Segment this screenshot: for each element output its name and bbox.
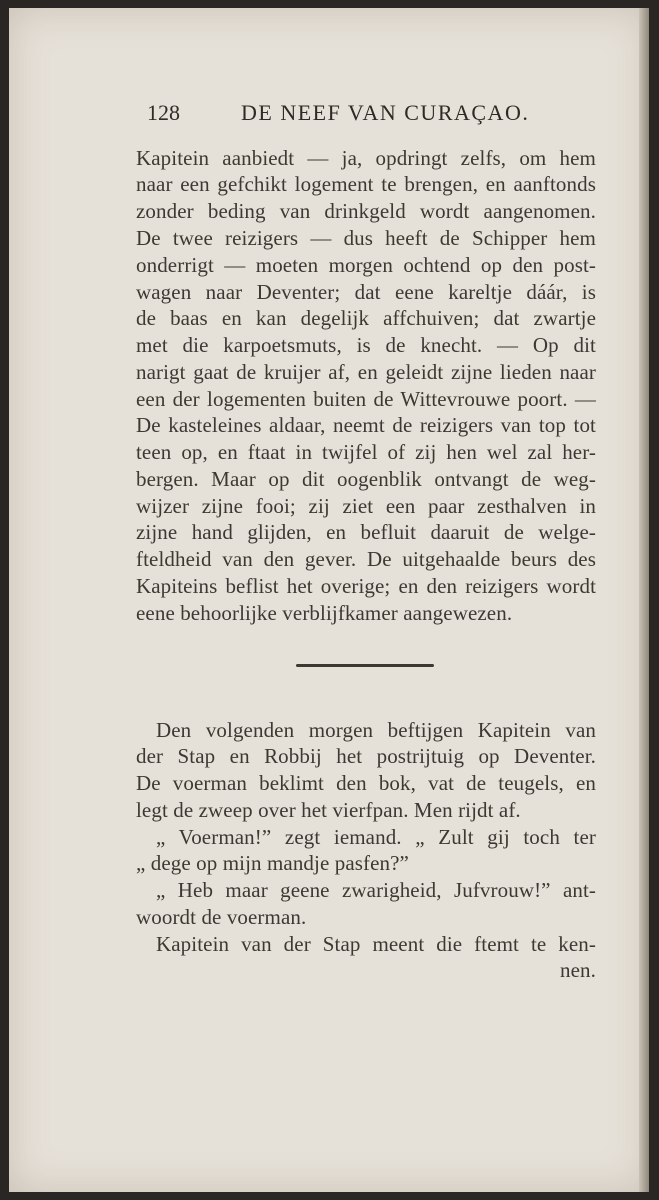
text-line: Den volgenden morgen beftijgen Kapitein van <box>156 718 596 742</box>
text-line: wijzer zijne fooi; zij ziet een paar zesthalven in <box>136 494 596 518</box>
text-line: eene behoorlijke verblijfkamer aangewezen. <box>136 601 513 625</box>
text-line: zijne hand glijden, en befluit daaruit de welge- <box>136 520 596 544</box>
text-line: „ dege op mijn mandje pasfen?” <box>136 851 409 875</box>
text-line: naar een gefchikt logement te brengen, en aanftonds <box>136 172 596 196</box>
page-number: 128 <box>147 100 180 125</box>
text-line: „ Voerman!” zegt iemand. „ Zult gij toch ter <box>156 825 596 849</box>
catchword: nen. <box>560 958 596 982</box>
text-line: narigt gaat de kruijer af, en geleidt zijne lieden naar <box>136 360 596 384</box>
text-line: bergen. Maar op dit oogenblik ontvangt de weg- <box>136 467 596 491</box>
text-line: een der logementen buiten de Wittevrouwe poort. — <box>136 387 596 411</box>
text-line: met die karpoetsmuts, is de knecht. — Op dit <box>136 333 596 357</box>
page-spine-edge <box>639 8 649 1192</box>
text-line: Kapitein aanbiedt — ja, opdringt zelfs, om hem <box>136 146 596 170</box>
text-line: fteldheid van den gever. De uitgehaalde beurs des <box>136 547 596 571</box>
text-line: onderrigt — moeten morgen ochtend op den post- <box>136 253 596 277</box>
text-line: De twee reizigers — dus heeft de Schipper hem <box>136 226 596 250</box>
text-line: de baas en kan degelijk affchuiven; dat zwartje <box>136 306 596 330</box>
text-line: De kasteleines aldaar, neemt de reizigers van top tot <box>136 413 596 437</box>
text-line: der Stap en Robbij het postrijtuig op Deventer. <box>136 744 596 768</box>
text-line: wagen naar Deventer; dat eene kareltje dáár, is <box>136 280 596 304</box>
text-line: „ Heb maar geene zwarigheid, Jufvrouw!” ant- <box>156 878 596 902</box>
text-line: Kapitein van der Stap meent die ftemt te ken- <box>156 932 596 956</box>
text-line: teen op, en ftaat in twijfel of zij hen wel zal her- <box>136 440 596 464</box>
text-line: De voerman beklimt den bok, vat de teugels, en <box>136 771 596 795</box>
text-line: zonder beding van drinkgeld wordt aangenomen. <box>136 199 596 223</box>
text-line: Kapiteins beflist het overige; en den reizigers wordt <box>136 574 596 598</box>
text-line: woordt de voerman. <box>136 905 307 929</box>
text-line: legt de zweep over het vierfpan. Men rijdt af. <box>136 798 521 822</box>
running-title: DE NEEF VAN CURAÇAO. <box>241 100 530 125</box>
section-divider <box>296 664 434 667</box>
